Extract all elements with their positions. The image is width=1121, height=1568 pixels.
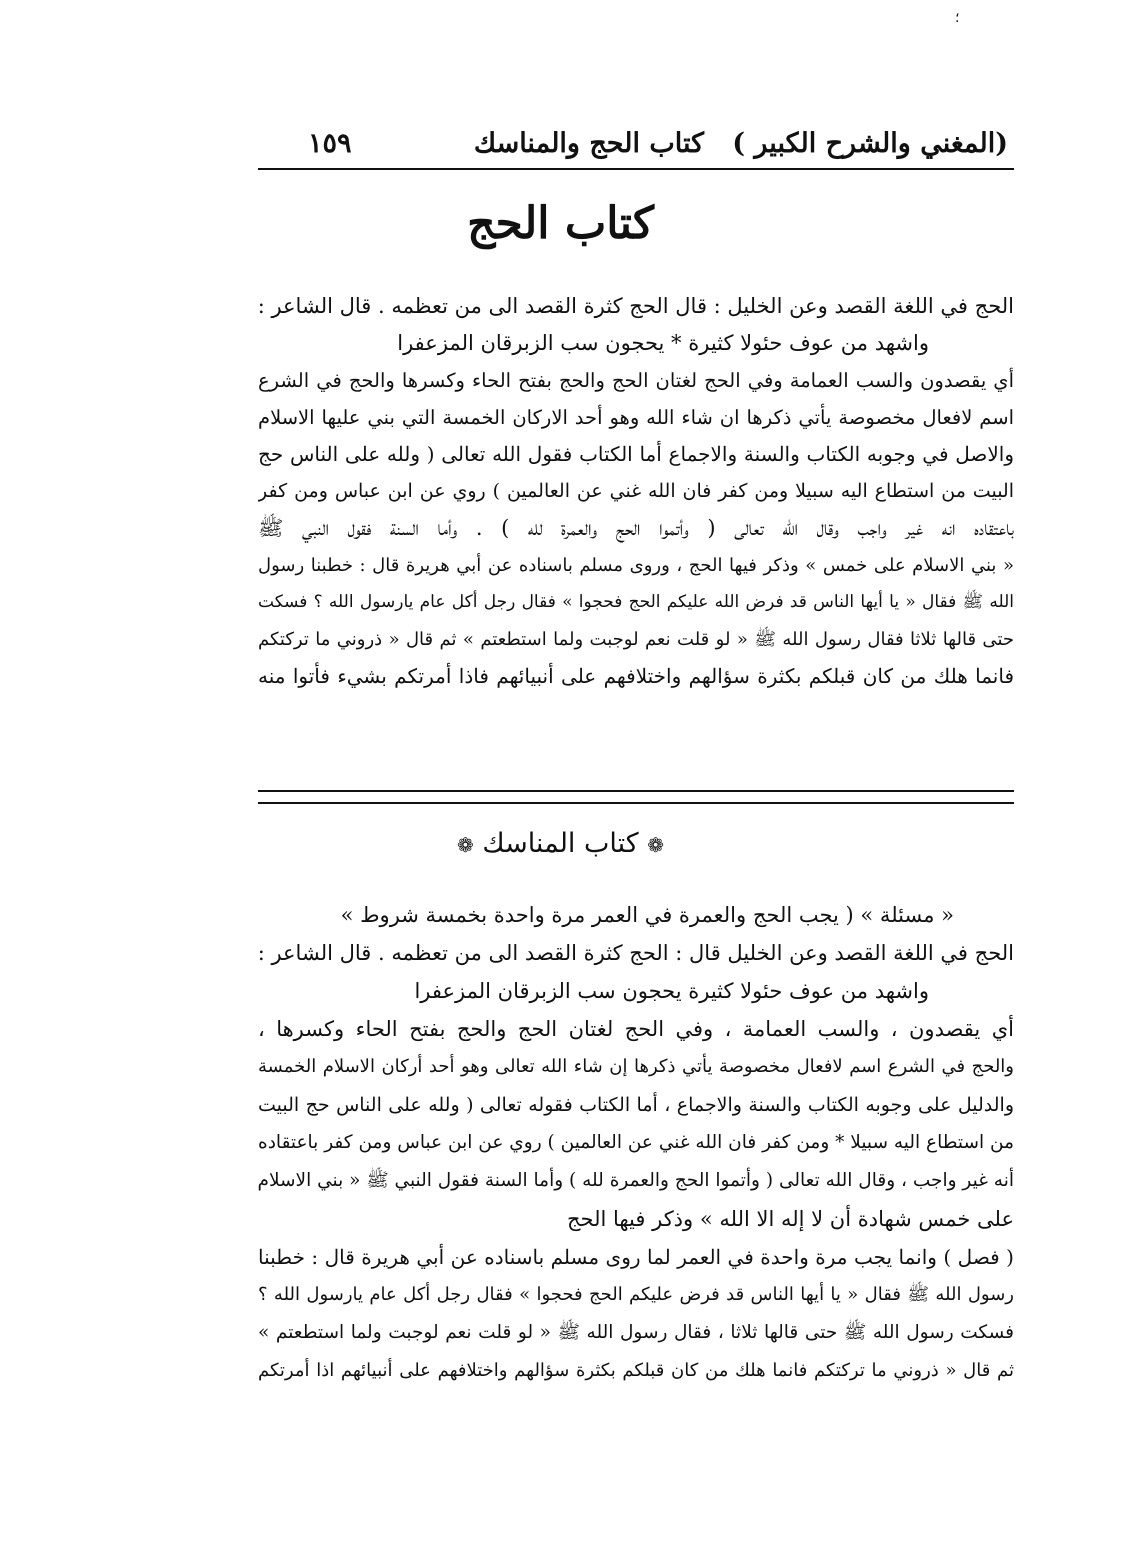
fasl-line: ( فصل ) وانما يجب مرة واحدة في العمر لما روى مسلم باسناده عن أبي هريرة قال : خطبنا (258, 1245, 1014, 1269)
text-line: الحج في اللغة القصد وعن الخليل : قال الحج كثرة القصد الى من تعظمه . قال الشاعر : (258, 294, 1014, 318)
section-title (0, 828, 1121, 859)
text-line: من استطاع اليه سبيلا * ومن كفر فان الله غني عن العالمين ) روي عن ابن عباس ومن كفر باعتقاده (258, 1132, 1014, 1153)
upper-text-block (258, 288, 1014, 695)
lower-text-block (258, 896, 1014, 1390)
running-header (258, 128, 1014, 170)
page-corner-mark: ؛ (955, 10, 960, 26)
verse-line: واشهد من عوف حئولا كثيرة يحجون سب الزبرقان المزعفرا (414, 979, 929, 1003)
ornament-left-icon: ❁ (456, 833, 474, 857)
verse-line: واشهد من عوف حئولا كثيرة * يحجون سب الزبرقان المزعفرا (397, 331, 929, 355)
text-line: اسم لافعال مخصوصة يأتي ذكرها ان شاء الله وهو أحد الاركان الخمسة التي بني عليها الاسلام (258, 406, 1014, 429)
text-line: والاصل في وجوبه الكتاب والسنة والاجماع أما الكتاب فقول الله تعالى ( ولله على الناس حج (258, 442, 1014, 466)
text-line: باعتقاده انه غير واجب وقال الله تعالى ( وأتموا الحج والعمرة لله ) . وأما السنة فقول النبي ﷺ (258, 516, 1014, 540)
main-title: كتاب الحج (467, 198, 654, 249)
text-line: رسول الله ﷺ فقال « يا أيها الناس قد فرض عليكم الحج فحجوا » فقال رجل أكل عام يارسول الله ؟ (258, 1284, 1014, 1305)
text-line: أي يقصدون ، والسب العمامة ، وفي الحج لغتان الحج والحج بفتح الحاء وكسرها ، (258, 1017, 1014, 1041)
double-rule-divider (258, 790, 1014, 804)
text-line: الحج في اللغة القصد وعن الخليل قال : الحج كثرة القصد الى من تعظمه . قال الشاعر : (258, 941, 1014, 965)
ornament-right-icon: ❁ (647, 833, 665, 857)
section-title-text: كتاب المناسك (482, 828, 639, 859)
text-line: أي يقصدون والسب العمامة وفي الحج لغتان الحج والحج بفتح الحاء وكسرها والحج في الشرع (258, 369, 1014, 392)
text-line: أنه غير واجب ، وقال الله تعالى ( وأتموا الحج والعمرة لله ) وأما السنة فقول النبي ﷺ « بني الاسلام (258, 1170, 1014, 1191)
text-line: على خمس شهادة أن لا إله الا الله » وذكر فيها الحج (566, 1207, 1014, 1231)
text-line: ثم قال « ذروني ما تركتكم فانما هلك من كان قبلكم بكثرة سؤالهم واختلافهم على أنبيائهم اذا أمرتكم (258, 1360, 1014, 1381)
text-line: البيت من استطاع اليه سبيلا ومن كفر فان الله غني عن العالمين ) روي عن ابن عباس ومن كفر (258, 480, 1014, 502)
page-number: ١٥٩ (308, 128, 352, 159)
text-line: الله ﷺ فقال « يا أيها الناس قد فرض الله عليكم الحج فحجوا » فقال رجل أكل عام يارسول الله ؟ فسكت (258, 592, 1014, 612)
text-line: والحج في الشرع اسم لافعال مخصوصة يأتي ذكرها إن شاء الله تعالى وهو أحد أركان الاسلام الخمسة (258, 1056, 1014, 1077)
text-line: والدليل على وجوبه الكتاب والسنة والاجماع ، أما الكتاب فقوله تعالى ( ولله على الناس حج البيت (258, 1094, 1014, 1116)
text-line: حتى قالها ثلاثا فقال رسول الله ﷺ « لو قلت نعم لوجبت ولما استطعتم » ثم قال « ذروني ما تركتكم (258, 629, 1014, 650)
header-book-name: (المغني والشرح الكبير ) (732, 128, 1008, 159)
text-line: فانما هلك من كان قبلكم بكثرة سؤالهم واختلافهم على أنبيائهم فاذا أمرتكم بشيء فأتوا منه (258, 664, 1014, 688)
masala-heading: « مسئلة » ( يجب الحج والعمرة في العمر مرة واحدة بخمسة شروط » (340, 903, 954, 927)
header-section-name: كتاب الحج والمناسك (473, 128, 704, 159)
text-line: « بني الاسلام على خمس » وذكر فيها الحج ، وروى مسلم باسناده عن أبي هريرة قال : خطبنا رسول (258, 555, 1014, 576)
text-line: فسكت رسول الله ﷺ حتى قالها ثلاثا ، فقال رسول الله ﷺ « لو قلت نعم لوجبت ولما استطعتم » (258, 1322, 1014, 1343)
